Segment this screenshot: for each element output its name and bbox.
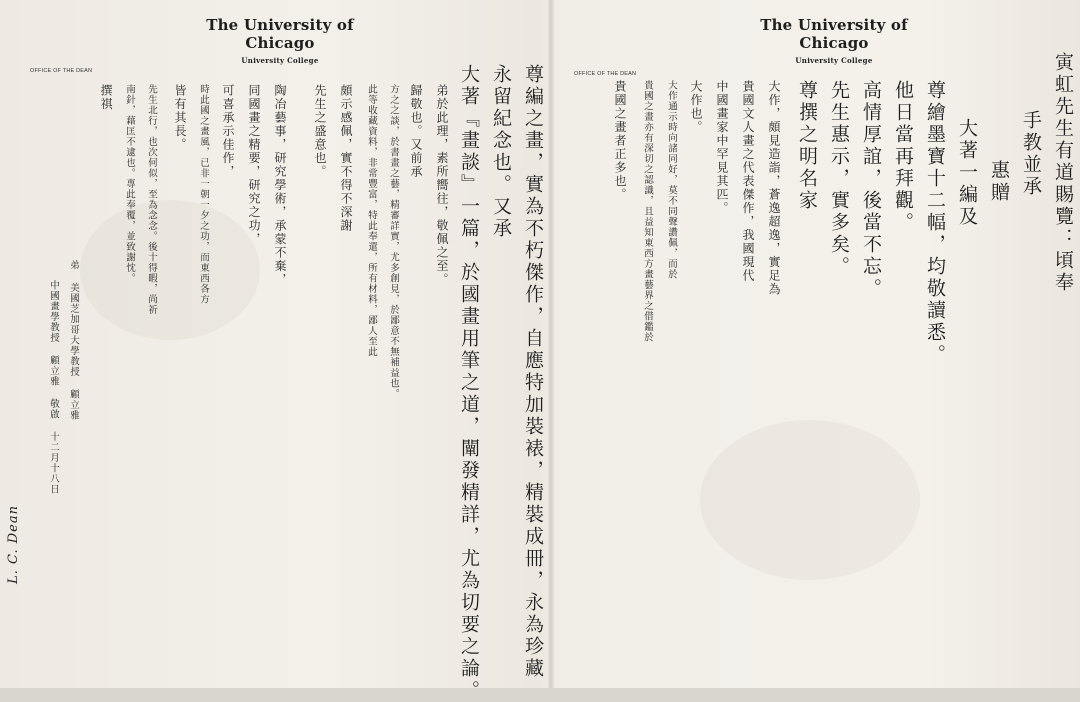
- handwritten-column: 大著『畫談』一篇，於國畫用筆之道，闡發精詳，尤為切要之論。: [458, 64, 480, 702]
- letterhead-university: The University of Chicago: [206, 16, 354, 52]
- handwritten-column: 惠贈: [988, 160, 1010, 204]
- letterhead: [724, 16, 944, 65]
- handwritten-column: 時此國之畫風，已非一朝一夕之功，而東西各方: [198, 84, 209, 305]
- signature: L. C. Dean: [6, 505, 21, 584]
- handwritten-column: 中國畫家中罕見其匹。: [715, 80, 729, 215]
- handwritten-column: 手教並承: [1020, 110, 1042, 198]
- handwritten-column: 貴國文人畫之代表傑作，我國現代: [741, 80, 755, 283]
- letterhead-college: University College: [241, 56, 319, 65]
- handwritten-column: 永留紀念也。又承: [490, 64, 512, 240]
- handwritten-column: 大著一編及: [956, 118, 978, 228]
- handwritten-column: 先生北行，也次何似，至為念念。後十得暇，尚祈: [146, 84, 157, 315]
- handwritten-column: 先生惠示，實多矣。: [828, 80, 850, 278]
- handwritten-column: 弟 美國芝加哥大學教授 顧立雅: [68, 260, 79, 421]
- handwritten-column: 貴國之畫亦有深切之認識，且益知東西方畫藝界之借鑑於: [642, 80, 653, 343]
- handwritten-column: 尊繪墨寶十二幅，均敬讀悉。: [924, 80, 946, 366]
- letterhead-university: The University of Chicago: [760, 16, 908, 52]
- handwritten-column: 皆有其長。: [173, 84, 187, 152]
- handwritten-column: 高情厚誼，後當不忘。: [860, 80, 882, 300]
- handwritten-column: 南針，藉匡不逮也。專此奉覆，並致謝忱。: [124, 84, 135, 284]
- handwritten-column: 此等收藏資料，非常豐富，特此奉還，所有材料，鄙人至此: [366, 84, 377, 357]
- handwritten-column: 尊編之畫，實為不朽傑作，自應特加裝裱，精裝成冊，永為珍藏: [522, 64, 544, 680]
- handwritten-column: 陶冶藝事，研究學術，承蒙不棄，: [273, 84, 287, 287]
- handwritten-column: 先生之盛意也。: [313, 84, 327, 179]
- letterhead-college: University College: [795, 56, 873, 65]
- handwritten-column: 可喜承示佳作，: [221, 84, 235, 179]
- handwritten-column: 尊撰之明名家: [796, 80, 818, 212]
- handwritten-column: 弟於此理，素所嚮往，敬佩之至。: [435, 84, 449, 287]
- handwritten-column: 撰祺: [99, 84, 113, 111]
- office-of-dean-label: OFFICE OF THE DEAN: [574, 71, 637, 77]
- letter-page-right: [554, 0, 1080, 688]
- handwritten-column: 貴國之畫者正多也。: [613, 80, 627, 202]
- handwritten-column: 大作，頗見造詣，蒼逸超逸，實足為: [767, 80, 781, 296]
- office-of-dean-label: OFFICE OF THE DEAN: [30, 68, 93, 74]
- handwritten-column: 同國畫之精要，研究之功，: [247, 84, 261, 246]
- handwritten-column: 歸敬也。又前承: [409, 84, 423, 179]
- handwritten-column: 大作也。: [689, 80, 703, 134]
- letterhead: [180, 16, 380, 65]
- handwritten-column: 寅虹先生有道賜覽：頃奉: [1052, 52, 1074, 294]
- handwritten-column: 中國畫學教授 顧立雅 敬啟 十二月十八日: [48, 280, 59, 495]
- handwritten-column: 他日當再拜觀。: [892, 80, 914, 234]
- handwritten-column: 方之之談，於書畫之藝，精審詳實，尤多創見，於鄙意不無補益也。: [388, 84, 399, 399]
- handwritten-column: 大作通示時向諸同好，莫不同聲讚佩，而於: [666, 80, 677, 280]
- handwritten-column: 頗示感佩，實不得不深謝: [339, 84, 353, 233]
